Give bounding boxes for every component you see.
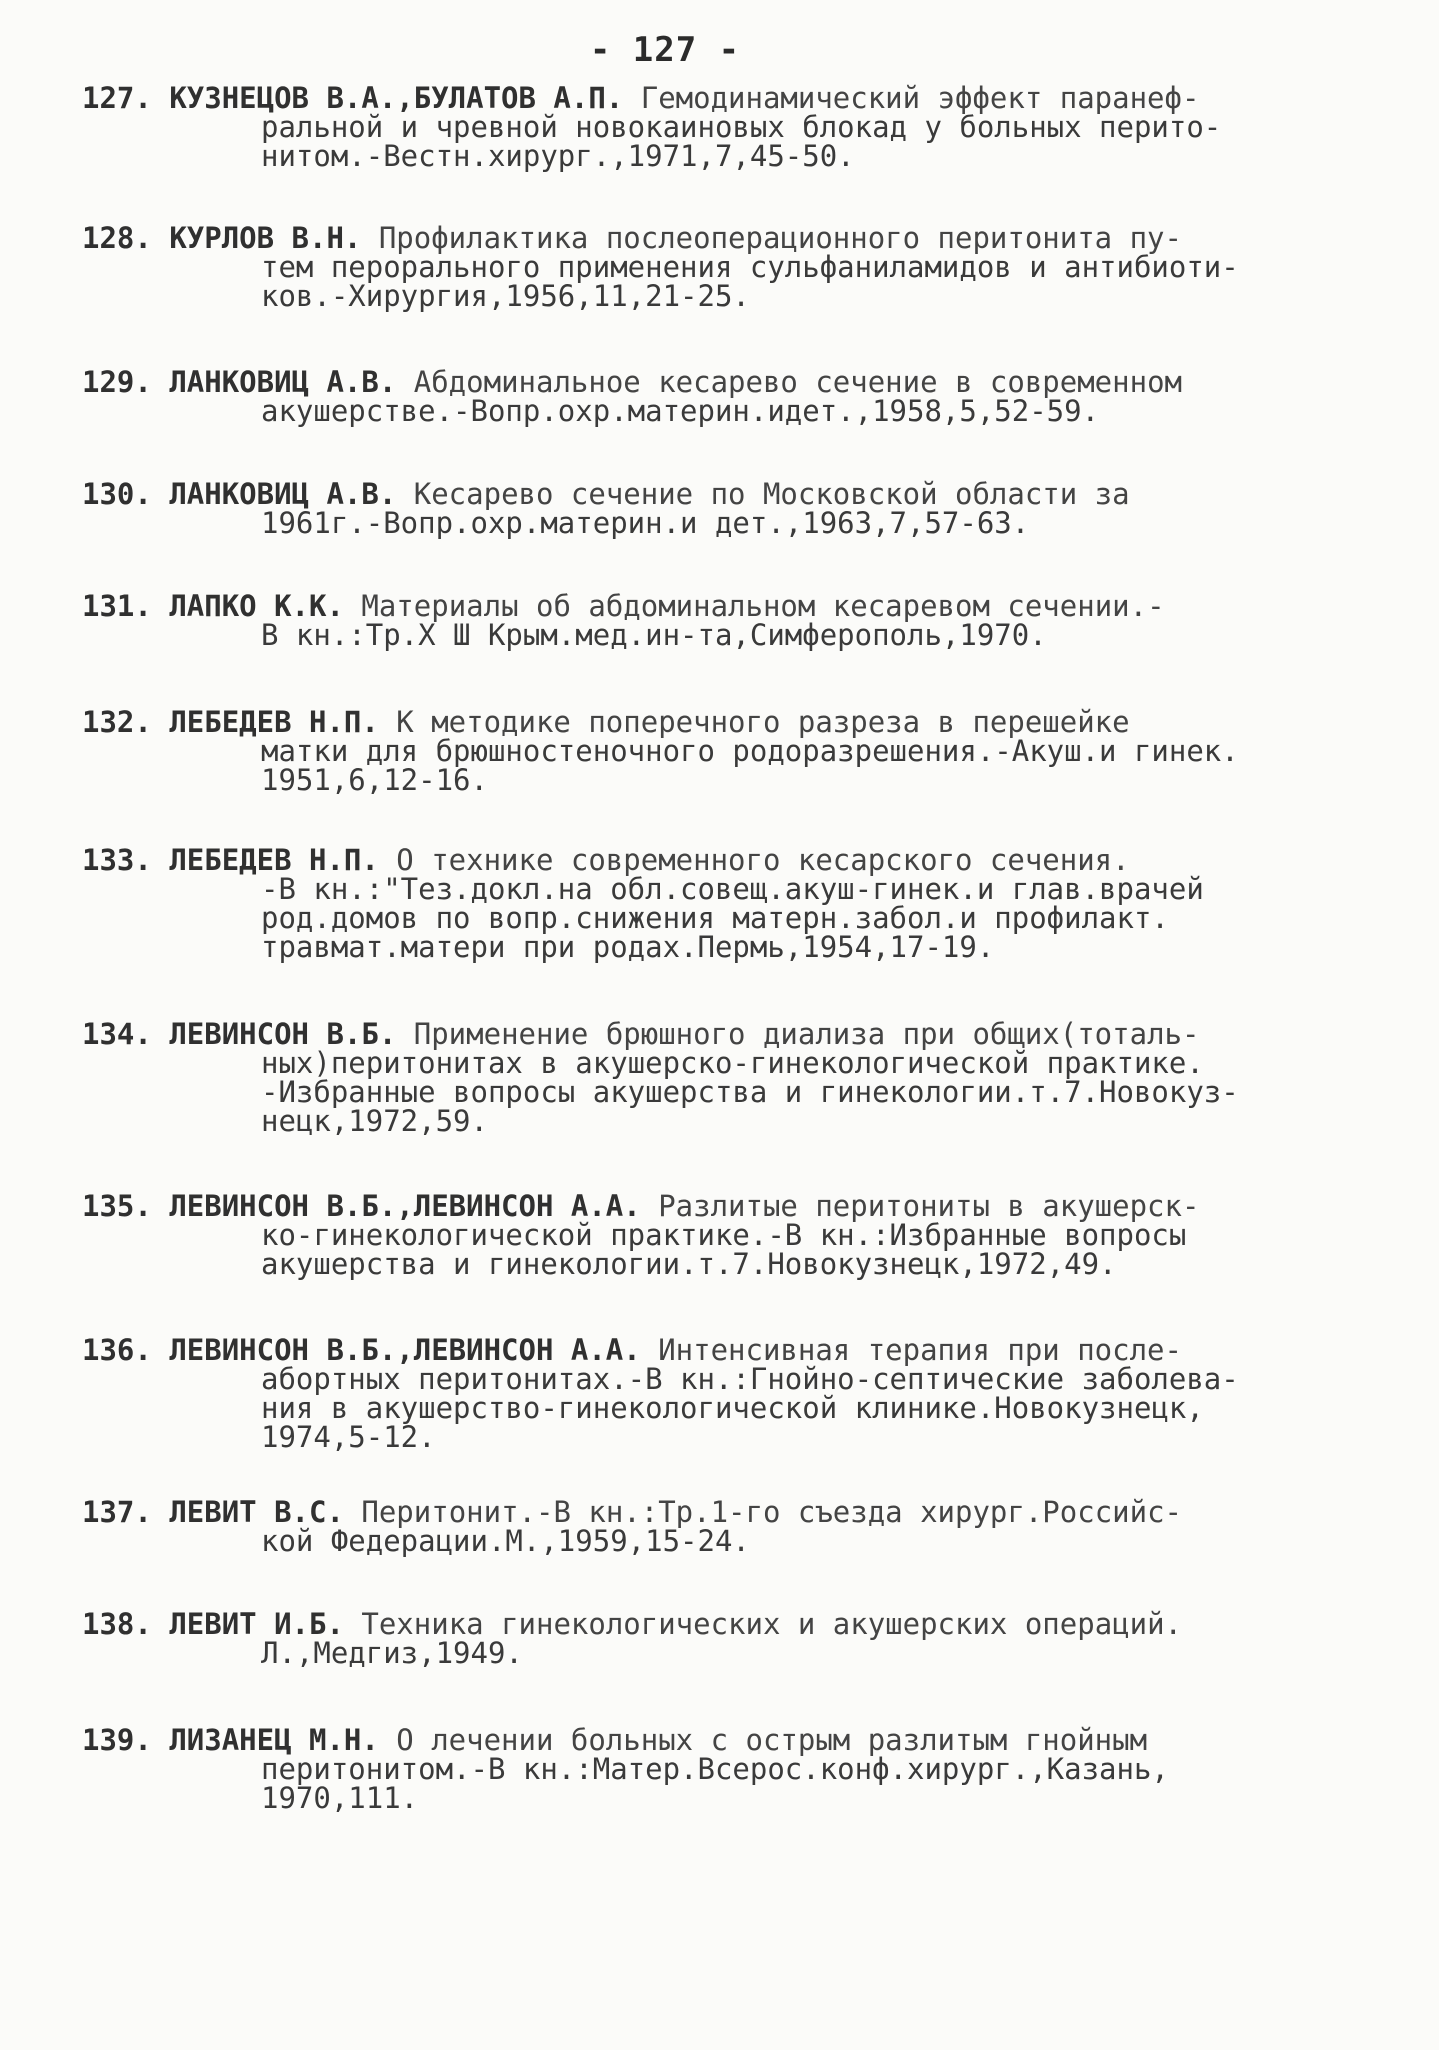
entry-continuation-line: ральной и чревной новокаиновых блокад у больных перито-	[261, 110, 1222, 144]
entry-first-line	[82, 1189, 1382, 1223]
entry-continuation-line: перитонитом.-В кн.:Матер.Всерос.конф.хирург.,Казань,	[261, 1752, 1169, 1786]
entry-continuation-line: -В кн.:"Тез.докл.на обл.совещ.акуш-гинек.и глав.врачей	[261, 872, 1204, 906]
entry-title-start: К методике поперечного разреза в перешейке	[396, 705, 1130, 739]
entry-title-start: Гемодинамический эффект паранеф-	[640, 81, 1200, 115]
entry-author: ЛЕБЕДЕВ Н.П.	[169, 843, 379, 877]
entry-continuation-line: нецк,1972,59.	[261, 1104, 488, 1138]
entry-continuation-line: нитом.-Вестн.хирург.,1971,7,45-50.	[261, 139, 855, 173]
entry-author: ЛЕВИНСОН В.Б.,ЛЕВИНСОН А.А.	[169, 1189, 641, 1223]
entry-first-line	[82, 81, 1382, 115]
entry-number: 127.	[82, 81, 152, 115]
entry-number: 138.	[82, 1607, 152, 1641]
entry-author: КУРЛОВ В.Н.	[169, 221, 362, 255]
bibliography-entry	[82, 1495, 1382, 1558]
bibliography-entry	[82, 589, 1382, 652]
entry-continuation-line: 1961г.-Вопр.охр.материн.и дет.,1963,7,57-63.	[261, 506, 1030, 540]
entry-continuation-line: 1951,6,12-16.	[261, 763, 488, 797]
entry-author: ЛЕВИНСОН В.Б.	[169, 1017, 397, 1051]
entry-number: 134.	[82, 1017, 152, 1051]
bibliography-entry	[82, 1607, 1382, 1670]
entry-title-start: Разлитые перитониты в акушерск-	[658, 1189, 1200, 1223]
entry-title-start: О технике современного кесарского сечения.	[396, 843, 1130, 877]
entry-number: 128.	[82, 221, 152, 255]
entry-title-start: Интенсивная терапия при после-	[658, 1333, 1182, 1367]
entry-continuation-line: В кн.:Тр.Х Ш Крым.мед.ин-та,Симферополь,1970.	[261, 618, 1047, 652]
entry-continuation-line: абортных перитонитах.-В кн.:Гнойно-септические заболева-	[261, 1362, 1239, 1396]
entry-continuation-line: ко-гинекологической практике.-В кн.:Избранные вопросы	[261, 1218, 1187, 1252]
entry-first-line	[82, 1607, 1382, 1641]
entry-number: 135.	[82, 1189, 152, 1223]
entry-number: 130.	[82, 477, 152, 511]
entry-continuation-line: ния в акушерство-гинекологической клинике.Новокузнецк,	[261, 1391, 1204, 1425]
entry-number: 136.	[82, 1333, 152, 1367]
entry-author: ЛЕБЕДЕВ Н.П.	[169, 705, 379, 739]
bibliography-entry	[82, 1723, 1382, 1815]
entry-continuation-line: ков.-Хирургия,1956,11,21-25.	[261, 279, 750, 313]
entry-title-start: О лечении больных с острым разлитым гнойным	[396, 1723, 1148, 1757]
entry-first-line	[82, 1723, 1382, 1757]
entry-author: ЛЕВИТ И.Б.	[169, 1607, 344, 1641]
entry-first-line	[82, 1495, 1382, 1529]
bibliography-entry	[82, 81, 1382, 173]
bibliography-entry	[82, 221, 1382, 313]
entry-continuation-line: матки для брюшностеночного родоразрешения.-Акуш.и гинек.	[261, 734, 1239, 768]
entry-continuation-line: акушерстве.-Вопр.охр.материн.идет.,1958,5,52-59.	[261, 394, 1100, 428]
bibliography-entry	[82, 1017, 1382, 1138]
entry-title-start: Техника гинекологических и акушерских операций.	[361, 1607, 1182, 1641]
entry-first-line	[82, 1333, 1382, 1367]
bibliography-entry	[82, 705, 1382, 797]
bibliography-entry	[82, 843, 1382, 964]
entry-number: 139.	[82, 1723, 152, 1757]
bibliography-entry	[82, 477, 1382, 540]
entry-author: ЛАНКОВИЦ А.В.	[169, 477, 397, 511]
entry-author: ЛЕВИТ В.С.	[169, 1495, 344, 1529]
entry-title-start: Применение брюшного диализа при общих(тоталь-	[413, 1017, 1200, 1051]
entry-title-start: Абдоминальное кесарево сечение в современном	[413, 365, 1182, 399]
entry-number: 137.	[82, 1495, 152, 1529]
entry-first-line	[82, 1017, 1382, 1051]
entry-first-line	[82, 843, 1382, 877]
entry-continuation-line: -Избранные вопросы акушерства и гинекологии.т.7.Новокуз-	[261, 1075, 1239, 1109]
entry-first-line	[82, 705, 1382, 739]
entry-number: 132.	[82, 705, 152, 739]
entry-author: ЛИЗАНЕЦ М.Н.	[169, 1723, 379, 1757]
entry-author: ЛАНКОВИЦ А.В.	[169, 365, 397, 399]
entry-continuation-line: акушерства и гинекологии.т.7.Новокузнецк,1972,49.	[261, 1247, 1117, 1281]
entry-continuation-line: травмат.матери при родах.Пермь,1954,17-19.	[261, 930, 995, 964]
entry-continuation-line: 1974,5-12.	[261, 1420, 436, 1454]
entry-continuation-line: кой Федерации.М.,1959,15-24.	[261, 1524, 750, 1558]
entry-continuation-line: Л.,Медгиз,1949.	[261, 1636, 523, 1670]
entry-number: 129.	[82, 365, 152, 399]
entry-continuation-line: 1970,111.	[261, 1781, 419, 1815]
entry-title-start: Перитонит.-В кн.:Тр.1-го съезда хирург.Российс-	[361, 1495, 1182, 1529]
bibliography-entry	[82, 365, 1382, 428]
entry-continuation-line: ных)перитонитах в акушерско-гинекологической практике.	[261, 1046, 1204, 1080]
entry-continuation-line: род.домов по вопр.снижения матерн.забол.и профилакт.	[261, 901, 1169, 935]
entry-title-start: Профилактика послеоперационного перитонита пу-	[378, 221, 1182, 255]
entry-first-line	[82, 477, 1382, 511]
entry-author: ЛЕВИНСОН В.Б.,ЛЕВИНСОН А.А.	[169, 1333, 641, 1367]
entry-author: ЛАПКО К.К.	[169, 589, 344, 623]
entry-first-line	[82, 221, 1382, 255]
page-number: - 127 -	[589, 30, 741, 70]
bibliography-entry	[82, 1189, 1382, 1281]
bibliography-entry	[82, 1333, 1382, 1454]
entry-title-start: Материалы об абдоминальном кесаревом сечении.-	[361, 589, 1165, 623]
entry-title-start: Кесарево сечение по Московской области за	[413, 477, 1130, 511]
entry-first-line	[82, 365, 1382, 399]
entry-first-line	[82, 589, 1382, 623]
entry-number: 131.	[82, 589, 152, 623]
entry-number: 133.	[82, 843, 152, 877]
entry-continuation-line: тем перорального применения сульфаниламидов и антибиоти-	[261, 250, 1239, 284]
entry-author: КУЗНЕЦОВ В.А.,БУЛАТОВ А.П.	[169, 81, 624, 115]
